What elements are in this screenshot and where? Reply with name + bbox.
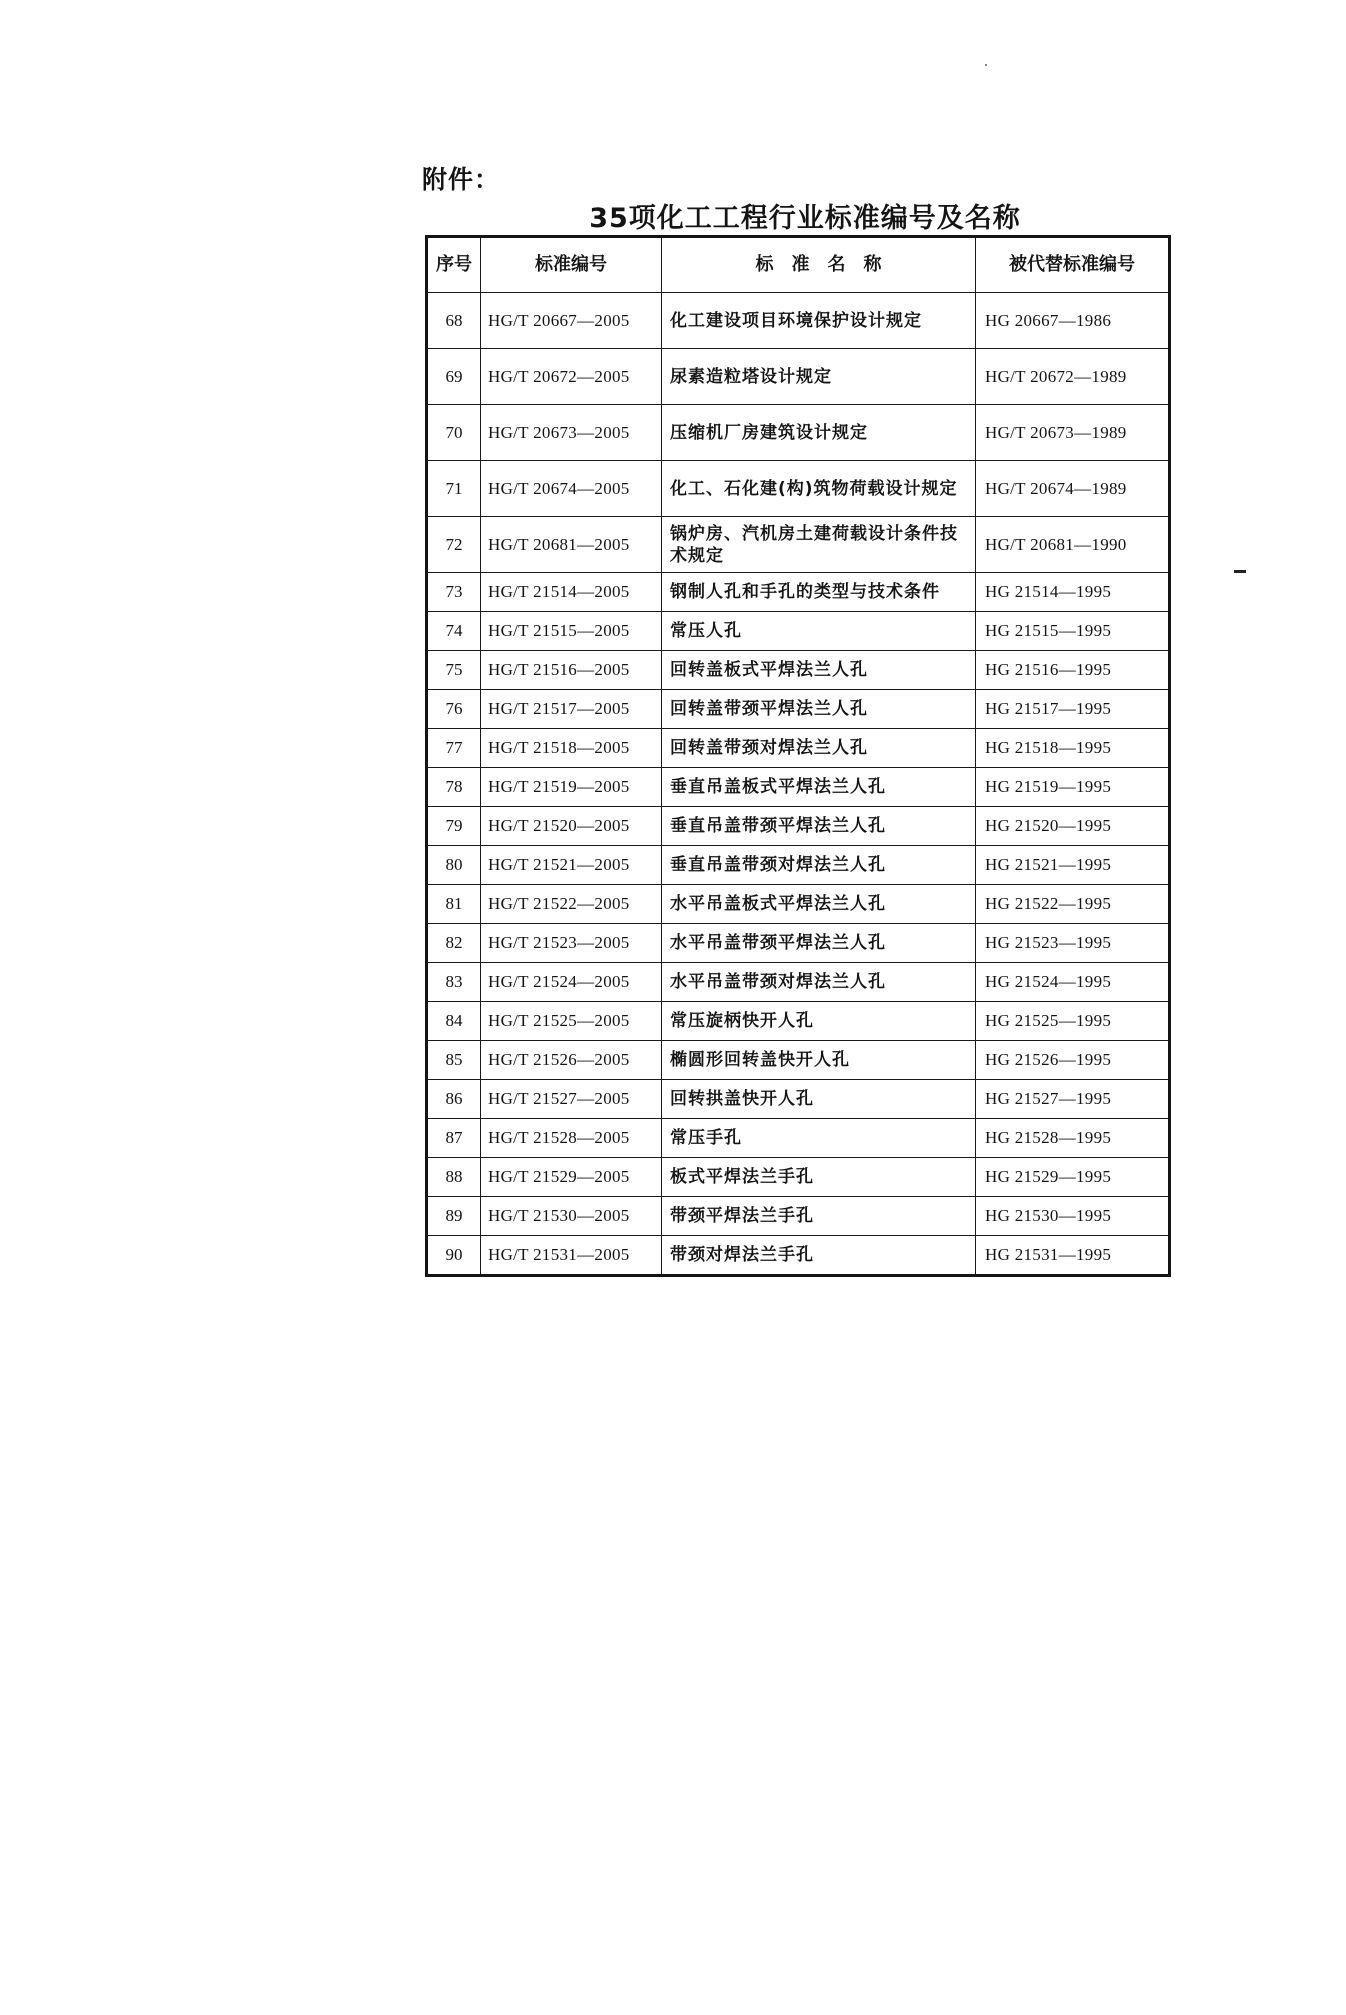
cell-replaced: HG/T 20672—1989 [976, 349, 1170, 405]
cell-code: HG/T 21522—2005 [481, 885, 662, 924]
table-row [427, 517, 1170, 573]
table-row [427, 1158, 1170, 1197]
cell-replaced: HG 21516—1995 [976, 651, 1170, 690]
cell-replaced: HG 21521—1995 [976, 846, 1170, 885]
cell-code: HG/T 21528—2005 [481, 1119, 662, 1158]
cell-name: 垂直吊盖带颈平焊法兰人孔 [662, 807, 976, 846]
cell-replaced: HG/T 20681—1990 [976, 517, 1170, 573]
cell-no: 72 [427, 517, 481, 573]
cell-name: 压缩机厂房建筑设计规定 [662, 405, 976, 461]
cell-no: 69 [427, 349, 481, 405]
cell-no: 77 [427, 729, 481, 768]
table-row [427, 963, 1170, 1002]
cell-no: 84 [427, 1002, 481, 1041]
cell-replaced: HG 21522—1995 [976, 885, 1170, 924]
table-row [427, 1080, 1170, 1119]
table-row [427, 885, 1170, 924]
cell-no: 76 [427, 690, 481, 729]
page-title: 35项化工工程行业标准编号及名称 [589, 203, 1021, 234]
cell-name: 椭圆形回转盖快开人孔 [662, 1041, 976, 1080]
table-row [427, 405, 1170, 461]
cell-code: HG/T 21526—2005 [481, 1041, 662, 1080]
cell-code: HG/T 20674—2005 [481, 461, 662, 517]
scan-dot [985, 64, 987, 66]
cell-code: HG/T 20672—2005 [481, 349, 662, 405]
cell-replaced: HG 21528—1995 [976, 1119, 1170, 1158]
cell-replaced: HG 21530—1995 [976, 1197, 1170, 1236]
table-row [427, 768, 1170, 807]
cell-name: 水平吊盖板式平焊法兰人孔 [662, 885, 976, 924]
cell-code: HG/T 20681—2005 [481, 517, 662, 573]
header-no: 序号 [427, 237, 481, 293]
table-row [427, 573, 1170, 612]
cell-no: 86 [427, 1080, 481, 1119]
cell-name: 带颈平焊法兰手孔 [662, 1197, 976, 1236]
cell-code: HG/T 21529—2005 [481, 1158, 662, 1197]
cell-replaced: HG 21520—1995 [976, 807, 1170, 846]
header-name: 标 准 名 称 [662, 237, 976, 293]
cell-name: 常压人孔 [662, 612, 976, 651]
table-row [427, 1236, 1170, 1276]
header-replaced: 被代替标准编号 [976, 237, 1170, 293]
cell-replaced: HG 21529—1995 [976, 1158, 1170, 1197]
cell-name: 垂直吊盖板式平焊法兰人孔 [662, 768, 976, 807]
table-row [427, 1041, 1170, 1080]
table-row [427, 924, 1170, 963]
scan-mark [1234, 570, 1246, 573]
cell-no: 70 [427, 405, 481, 461]
cell-replaced: HG 21531—1995 [976, 1236, 1170, 1276]
table-row [427, 1119, 1170, 1158]
cell-name: 板式平焊法兰手孔 [662, 1158, 976, 1197]
cell-code: HG/T 21523—2005 [481, 924, 662, 963]
cell-code: HG/T 21524—2005 [481, 963, 662, 1002]
table-row [427, 846, 1170, 885]
cell-no: 73 [427, 573, 481, 612]
cell-no: 85 [427, 1041, 481, 1080]
table-row [427, 651, 1170, 690]
cell-no: 71 [427, 461, 481, 517]
cell-replaced: HG 21526—1995 [976, 1041, 1170, 1080]
table-row [427, 349, 1170, 405]
cell-code: HG/T 21520—2005 [481, 807, 662, 846]
cell-replaced: HG 21517—1995 [976, 690, 1170, 729]
cell-no: 81 [427, 885, 481, 924]
table-row [427, 461, 1170, 517]
cell-no: 78 [427, 768, 481, 807]
cell-code: HG/T 21515—2005 [481, 612, 662, 651]
cell-name: 回转盖带颈平焊法兰人孔 [662, 690, 976, 729]
cell-name: 钢制人孔和手孔的类型与技术条件 [662, 573, 976, 612]
cell-no: 88 [427, 1158, 481, 1197]
cell-replaced: HG 21514—1995 [976, 573, 1170, 612]
cell-code: HG/T 21519—2005 [481, 768, 662, 807]
cell-code: HG/T 21530—2005 [481, 1197, 662, 1236]
cell-name: 水平吊盖带颈平焊法兰人孔 [662, 924, 976, 963]
cell-no: 80 [427, 846, 481, 885]
cell-replaced: HG 21525—1995 [976, 1002, 1170, 1041]
cell-name: 带颈对焊法兰手孔 [662, 1236, 976, 1276]
cell-no: 82 [427, 924, 481, 963]
cell-replaced: HG 21519—1995 [976, 768, 1170, 807]
cell-no: 83 [427, 963, 481, 1002]
cell-name: 回转拱盖快开人孔 [662, 1080, 976, 1119]
table-row [427, 807, 1170, 846]
cell-name: 常压手孔 [662, 1119, 976, 1158]
cell-no: 74 [427, 612, 481, 651]
cell-replaced: HG 20667—1986 [976, 293, 1170, 349]
cell-code: HG/T 21531—2005 [481, 1236, 662, 1276]
cell-no: 90 [427, 1236, 481, 1276]
cell-replaced: HG 21518—1995 [976, 729, 1170, 768]
cell-name: 锅炉房、汽机房土建荷载设计条件技术规定 [662, 517, 976, 573]
cell-code: HG/T 20667—2005 [481, 293, 662, 349]
cell-name: 水平吊盖带颈对焊法兰人孔 [662, 963, 976, 1002]
cell-code: HG/T 21518—2005 [481, 729, 662, 768]
table-header-row [427, 237, 1170, 293]
table-row [427, 690, 1170, 729]
cell-replaced: HG 21523—1995 [976, 924, 1170, 963]
cell-code: HG/T 21514—2005 [481, 573, 662, 612]
cell-replaced: HG 21515—1995 [976, 612, 1170, 651]
cell-code: HG/T 21517—2005 [481, 690, 662, 729]
cell-no: 89 [427, 1197, 481, 1236]
cell-code: HG/T 20673—2005 [481, 405, 662, 461]
table-row [427, 1002, 1170, 1041]
cell-replaced: HG/T 20674—1989 [976, 461, 1170, 517]
cell-code: HG/T 21525—2005 [481, 1002, 662, 1041]
cell-no: 68 [427, 293, 481, 349]
standards-table [425, 235, 1171, 1277]
cell-code: HG/T 21527—2005 [481, 1080, 662, 1119]
table-row [427, 1197, 1170, 1236]
table-row [427, 293, 1170, 349]
cell-code: HG/T 21521—2005 [481, 846, 662, 885]
cell-replaced: HG 21527—1995 [976, 1080, 1170, 1119]
cell-no: 87 [427, 1119, 481, 1158]
cell-no: 79 [427, 807, 481, 846]
cell-name: 化工、石化建(构)筑物荷载设计规定 [662, 461, 976, 517]
attachment-label: 附件： [422, 165, 501, 194]
cell-name: 尿素造粒塔设计规定 [662, 349, 976, 405]
table-row [427, 729, 1170, 768]
cell-replaced: HG/T 20673—1989 [976, 405, 1170, 461]
cell-name: 常压旋柄快开人孔 [662, 1002, 976, 1041]
table-row [427, 612, 1170, 651]
cell-code: HG/T 21516—2005 [481, 651, 662, 690]
cell-no: 75 [427, 651, 481, 690]
cell-name: 化工建设项目环境保护设计规定 [662, 293, 976, 349]
cell-name: 回转盖板式平焊法兰人孔 [662, 651, 976, 690]
cell-name: 回转盖带颈对焊法兰人孔 [662, 729, 976, 768]
cell-name: 垂直吊盖带颈对焊法兰人孔 [662, 846, 976, 885]
header-code: 标准编号 [481, 237, 662, 293]
cell-replaced: HG 21524—1995 [976, 963, 1170, 1002]
